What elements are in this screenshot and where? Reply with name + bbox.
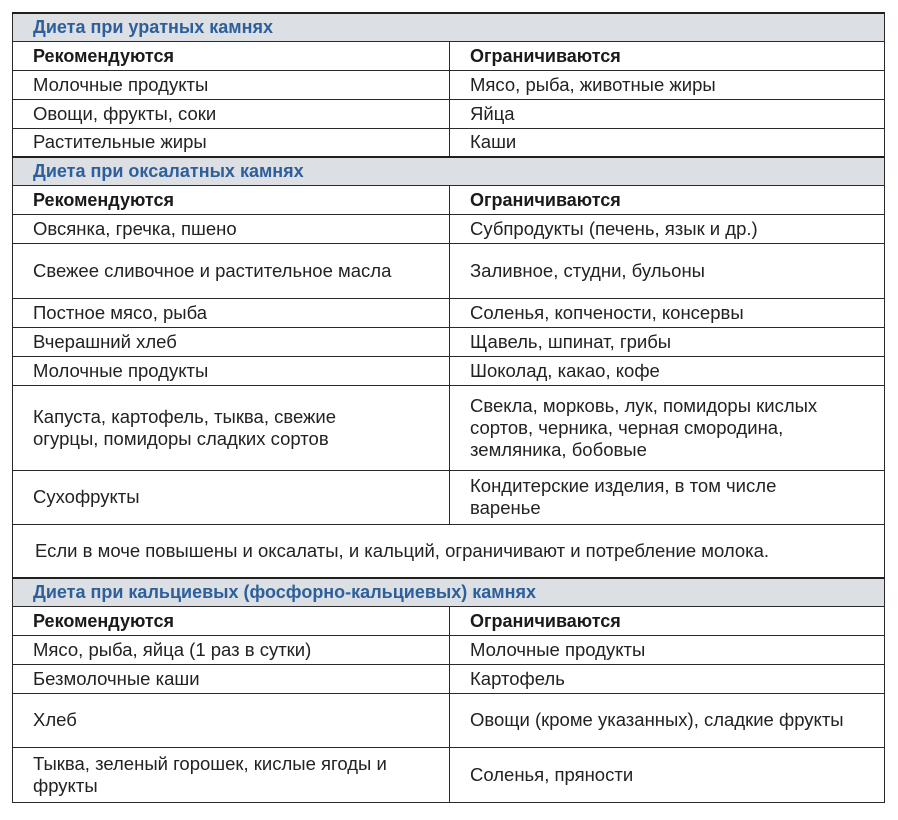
restricted-cell: Щавель, шпинат, грибы (450, 327, 885, 356)
table-row (13, 214, 885, 243)
section-title-row (13, 578, 885, 606)
restricted-header: Ограничиваются (450, 41, 885, 70)
restricted-cell: Субпродукты (печень, язык и др.) (450, 214, 885, 243)
recommended-cell: Вчерашний хлеб (13, 327, 450, 356)
restricted-cell: Молочные продукты (450, 635, 885, 664)
column-header-row (13, 185, 885, 214)
recommended-cell: Хлеб (13, 693, 450, 747)
section-title: Диета при уратных камнях (13, 13, 885, 41)
table-row (13, 70, 885, 99)
restricted-cell: Соленья, копчености, консервы (450, 298, 885, 327)
table-row (13, 99, 885, 128)
table-row (13, 128, 885, 157)
note-row (13, 524, 885, 578)
restricted-header: Ограничиваются (450, 185, 885, 214)
section-title-row (13, 13, 885, 41)
recommended-header: Рекомендуются (13, 41, 450, 70)
restricted-cell: Каши (450, 128, 885, 157)
section-title: Диета при кальциевых (фосфорно-кальциевых) камнях (13, 578, 885, 606)
column-header-row (13, 41, 885, 70)
table-row (13, 664, 885, 693)
recommended-cell: Растительные жиры (13, 128, 450, 157)
table-row (13, 385, 885, 470)
table-row (13, 298, 885, 327)
column-header-row (13, 606, 885, 635)
restricted-cell: Кондитерские изделия, в том числе варенье (450, 470, 885, 524)
table-row (13, 470, 885, 524)
recommended-cell: Капуста, картофель, тыква, свежие огурцы, помидоры сладких сортов (13, 385, 450, 470)
restricted-cell: Заливное, студни, бульоны (450, 243, 885, 298)
section-title-row (13, 157, 885, 185)
recommended-cell: Безмолочные каши (13, 664, 450, 693)
table-row (13, 356, 885, 385)
restricted-cell: Свекла, морковь, лук, помидоры кислых сортов, черника, черная смородина, земляника, бобовые (450, 385, 885, 470)
restricted-header: Ограничиваются (450, 606, 885, 635)
table-row (13, 693, 885, 747)
table-row (13, 327, 885, 356)
restricted-cell: Яйца (450, 99, 885, 128)
restricted-cell: Картофель (450, 664, 885, 693)
recommended-cell: Овсянка, гречка, пшено (13, 214, 450, 243)
table-row (13, 635, 885, 664)
recommended-header: Рекомендуются (13, 185, 450, 214)
diet-table (12, 12, 885, 803)
section-title: Диета при оксалатных камнях (13, 157, 885, 185)
recommended-cell: Постное мясо, рыба (13, 298, 450, 327)
recommended-cell: Сухофрукты (13, 470, 450, 524)
restricted-cell: Овощи (кроме указанных), сладкие фрукты (450, 693, 885, 747)
recommended-cell: Молочные продукты (13, 356, 450, 385)
recommended-header: Рекомендуются (13, 606, 450, 635)
diet-table-container (12, 12, 884, 803)
note-text: Если в моче повышены и оксалаты, и кальций, ограничивают и потребление молока. (13, 524, 885, 578)
restricted-cell: Шоколад, какао, кофе (450, 356, 885, 385)
table-row (13, 243, 885, 298)
recommended-cell: Тыква, зеленый горошек, кислые ягоды и фрукты (13, 747, 450, 802)
recommended-cell: Свежее сливочное и растительное масла (13, 243, 450, 298)
restricted-cell: Соленья, пряности (450, 747, 885, 802)
table-row (13, 747, 885, 802)
recommended-cell: Молочные продукты (13, 70, 450, 99)
recommended-cell: Мясо, рыба, яйца (1 раз в сутки) (13, 635, 450, 664)
recommended-cell: Овощи, фрукты, соки (13, 99, 450, 128)
restricted-cell: Мясо, рыба, животные жиры (450, 70, 885, 99)
